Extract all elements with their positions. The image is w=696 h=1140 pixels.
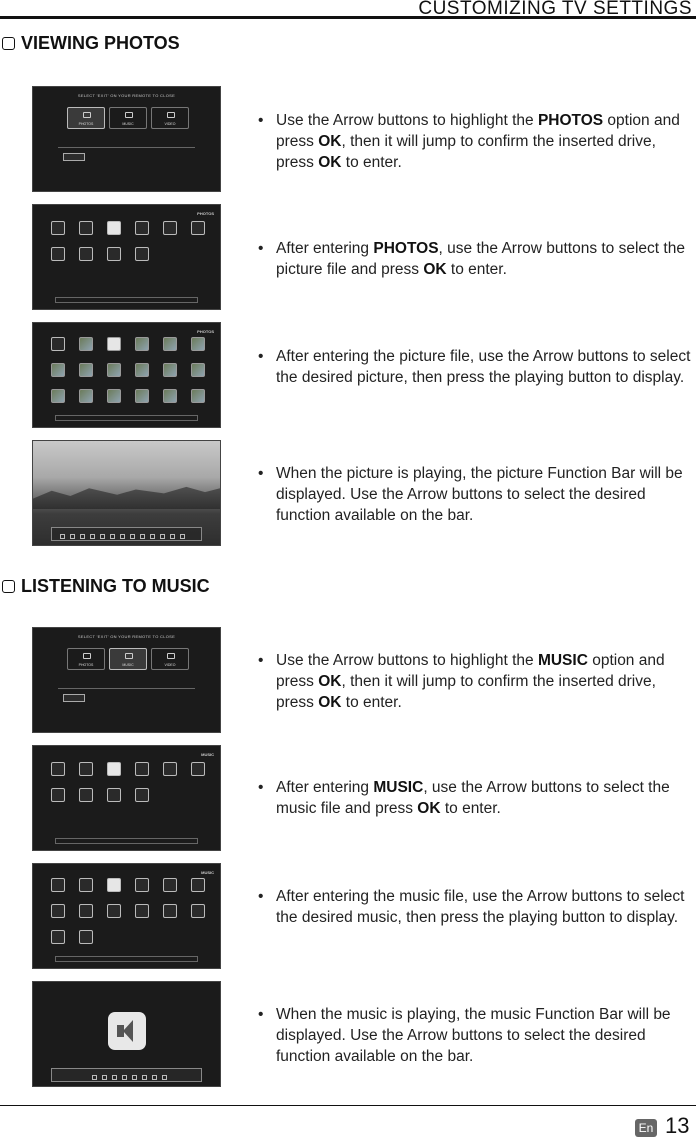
- bullet: •: [258, 465, 264, 482]
- speaker-icon: [125, 653, 133, 659]
- photo-thumbnail: [135, 337, 149, 351]
- step-photos-4: • When the picture is playing, the picture Function Bar will be displayed. Use the Arrow buttons to select the desired function available on the bar.: [258, 465, 683, 524]
- tab-label: PHOTOS: [78, 663, 94, 667]
- step-music-2: • After entering MUSIC, use the Arrow buttons to select the music file and press OK to enter.: [258, 779, 670, 817]
- bullet: •: [258, 348, 264, 365]
- folder-icon: [107, 788, 121, 802]
- step-photos-2: • After entering PHOTOS, use the Arrow buttons to select the picture file and press OK to enter.: [258, 240, 685, 278]
- folder-icon: [191, 762, 205, 776]
- bullet: •: [258, 652, 264, 669]
- photo-thumbnail: [191, 337, 205, 351]
- screenshot-photos-folders: [32, 204, 221, 310]
- music-file-icon: [107, 904, 121, 918]
- screenshot-photos-menu: [32, 86, 221, 192]
- photo-thumbnail: [135, 389, 149, 403]
- mode-label: PHOTOS: [197, 211, 214, 216]
- photo-thumbnail: [107, 389, 121, 403]
- step-music-3: • After entering the music file, use the Arrow buttons to select the desired music, then press the playing button to display.: [258, 888, 685, 926]
- tab-label: MUSIC: [122, 663, 134, 667]
- photo-thumbnail: [79, 389, 93, 403]
- step-music-4: • When the music is playing, the music Function Bar will be displayed. Use the Arrow buttons to select the desired function available on the bar.: [258, 1006, 671, 1065]
- screenshot-photos-thumbnails: [32, 322, 221, 428]
- speaker-icon: [125, 112, 133, 118]
- photo-thumbnail: [163, 363, 177, 377]
- return-icon: [51, 221, 65, 235]
- bullet: •: [258, 1006, 264, 1023]
- folder-icon: [135, 788, 149, 802]
- music-file-icon: [51, 904, 65, 918]
- divider: [58, 147, 195, 148]
- step-music-1: • Use the Arrow buttons to highlight the MUSIC option and press OK, then it will jump to confirm the inserted drive, press OK to enter.: [258, 652, 665, 711]
- folder-icon: [107, 247, 121, 261]
- return-icon: [51, 878, 65, 892]
- video-icon: [167, 112, 175, 118]
- section-title-text: LISTENING TO MUSIC: [21, 576, 210, 596]
- function-bar: [51, 1068, 202, 1082]
- tab-video: [151, 107, 189, 129]
- bullet: •: [258, 779, 264, 796]
- camera-icon: [83, 112, 91, 118]
- tab-music: [109, 107, 147, 129]
- screenshot-music-folders: [32, 745, 221, 851]
- footer-rule: [0, 1105, 696, 1106]
- music-file-icon: [135, 878, 149, 892]
- music-file-icon: [79, 904, 93, 918]
- mode-label: MUSIC: [201, 752, 214, 757]
- bullet: •: [258, 240, 264, 257]
- photo-thumbnail: [107, 363, 121, 377]
- status-bar: [55, 297, 198, 303]
- bullet: •: [258, 888, 264, 905]
- return-icon: [51, 762, 65, 776]
- folder-icon: [163, 762, 177, 776]
- tab-label: VIDEO: [164, 663, 176, 667]
- section-title-listening-music: [2, 576, 210, 597]
- music-file-icon: [135, 904, 149, 918]
- music-file-icon: [79, 878, 93, 892]
- screenshot-music-files: [32, 863, 221, 969]
- status-bar: [55, 838, 198, 844]
- section-title-viewing-photos: [2, 33, 180, 54]
- folder-icon: [79, 247, 93, 261]
- video-icon: [167, 653, 175, 659]
- tab-music: [109, 648, 147, 670]
- function-bar: [51, 527, 202, 541]
- folder-icon: [135, 762, 149, 776]
- folder-icon: [163, 221, 177, 235]
- screenshot-music-menu: [32, 627, 221, 733]
- photo-thumbnail: [191, 363, 205, 377]
- music-file-icon: [79, 930, 93, 944]
- step-photos-3: • After entering the picture file, use the Arrow buttons to select the desired picture, then press the playing button to display.: [258, 348, 691, 386]
- page-header-title: CUSTOMIZING TV SETTINGS: [418, 0, 692, 19]
- music-file-icon: [163, 878, 177, 892]
- folder-icon: [135, 221, 149, 235]
- photo-thumbnail: [107, 337, 121, 351]
- folder-icon: [79, 788, 93, 802]
- section-title-text: VIEWING PHOTOS: [21, 33, 180, 53]
- screen-title: SELECT 'EXIT' ON YOUR REMOTE TO CLOSE: [77, 634, 176, 639]
- music-file-icon: [107, 878, 121, 892]
- photo-thumbnail: [135, 363, 149, 377]
- screenshot-music-playing: [32, 981, 221, 1087]
- folder-icon: [191, 221, 205, 235]
- folder-icon: [135, 247, 149, 261]
- camera-icon: [83, 653, 91, 659]
- tab-photos: [67, 107, 105, 129]
- photo-thumbnail: [163, 389, 177, 403]
- usb-drive-icon: [63, 153, 85, 161]
- music-file-icon: [51, 930, 65, 944]
- divider: [58, 688, 195, 689]
- photo-thumbnail: [51, 363, 65, 377]
- tab-label: MUSIC: [122, 122, 134, 126]
- folder-icon: [79, 762, 93, 776]
- screenshot-photo-playing: [32, 440, 221, 546]
- tab-label: VIDEO: [164, 122, 176, 126]
- checkbox-icon: [2, 37, 15, 50]
- page-number: 13: [665, 1113, 690, 1138]
- usb-drive-icon: [63, 694, 85, 702]
- photo-thumbnail: [51, 389, 65, 403]
- tab-label: PHOTOS: [78, 122, 94, 126]
- bullet: •: [258, 112, 264, 129]
- mode-label: PHOTOS: [197, 329, 214, 334]
- screen-title: SELECT 'EXIT' ON YOUR REMOTE TO CLOSE: [77, 93, 176, 98]
- music-file-icon: [191, 904, 205, 918]
- folder-icon: [51, 247, 65, 261]
- photo-thumbnail: [79, 363, 93, 377]
- language-badge: En: [635, 1119, 657, 1137]
- music-file-icon: [191, 878, 205, 892]
- status-bar: [55, 415, 198, 421]
- folder-icon: [79, 221, 93, 235]
- photo-thumbnail: [79, 337, 93, 351]
- folder-icon: [51, 788, 65, 802]
- photo-thumbnail: [191, 389, 205, 403]
- tab-video: [151, 648, 189, 670]
- folder-icon: [107, 221, 121, 235]
- tab-photos: [67, 648, 105, 670]
- step-photos-1: • Use the Arrow buttons to highlight the PHOTOS option and press OK, then it will jump to confirm the inserted drive, press OK to enter.: [258, 112, 680, 171]
- folder-icon: [107, 762, 121, 776]
- return-icon: [51, 337, 65, 351]
- music-file-icon: [163, 904, 177, 918]
- mode-label: MUSIC: [201, 870, 214, 875]
- photo-thumbnail: [163, 337, 177, 351]
- checkbox-icon: [2, 580, 15, 593]
- speaker-icon: [108, 1012, 146, 1050]
- status-bar: [55, 956, 198, 962]
